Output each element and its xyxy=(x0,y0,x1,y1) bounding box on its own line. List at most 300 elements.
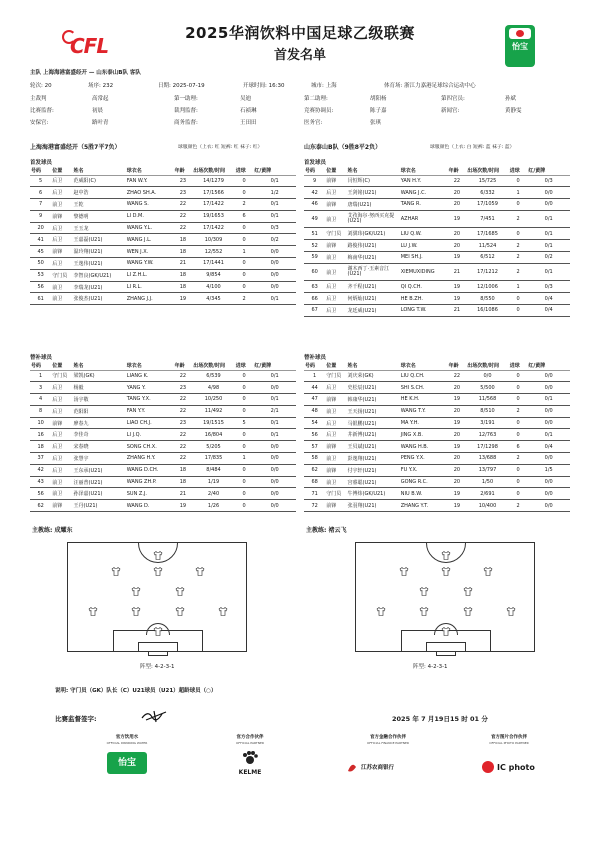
cell-g: 0 xyxy=(235,500,254,512)
cell-age: 22 xyxy=(174,370,193,382)
cell-age: 20 xyxy=(448,382,467,394)
column-header-g: 进球 xyxy=(235,362,254,370)
signature-label: 比赛监督签字: xyxy=(55,715,97,723)
goal-box xyxy=(138,642,178,652)
column-header-en: 球衣名 xyxy=(400,167,448,175)
cell-apps: 11/568 xyxy=(466,394,509,406)
cell-g: 0 xyxy=(235,394,254,406)
table-row xyxy=(304,464,570,476)
match-no-label: 场序: xyxy=(88,83,101,89)
cell-c: 0/0 xyxy=(253,500,296,512)
cell-age: 18 xyxy=(174,476,193,488)
cell-g: 0 xyxy=(235,222,254,234)
cell-no: 6 xyxy=(30,187,51,199)
cell-c: 0/0 xyxy=(527,500,570,512)
cell-age: 22 xyxy=(174,453,193,465)
cell-c: 0/1 xyxy=(253,429,296,441)
cell-c: 0/0 xyxy=(253,246,296,258)
cell-pos: 后卫 xyxy=(51,464,72,476)
cell-apps: 2/691 xyxy=(466,488,509,500)
cell-g: 2 xyxy=(509,263,528,281)
away-subs-table xyxy=(304,362,570,512)
date-label: 日期: xyxy=(158,83,171,89)
cell-no: 71 xyxy=(304,488,325,500)
cell-g: 2 xyxy=(509,252,528,264)
cell-no: 53 xyxy=(30,269,51,281)
cell-en: WANG T.Y. xyxy=(400,405,448,417)
cell-no: 45 xyxy=(30,246,51,258)
cell-en: MEI SH.J. xyxy=(400,252,448,264)
cell-name: 杨毅 xyxy=(73,382,126,394)
cell-en: HE K.H. xyxy=(400,394,448,406)
cell-apps: 6/332 xyxy=(466,187,509,199)
match-no: 232 xyxy=(102,83,114,89)
home-team-name: 上海海港富盛经开（5胜7平7负） xyxy=(30,144,121,151)
cell-name: 龙廷威(U21) xyxy=(347,305,400,317)
cell-apps: 5/205 xyxy=(192,441,235,453)
sponsor-3-sub: OFFICIAL FINANCE PARTNER xyxy=(366,741,410,745)
cell-age: 22 xyxy=(174,405,193,417)
cell-no: 1 xyxy=(30,370,51,382)
table-row xyxy=(30,500,296,512)
info-city xyxy=(311,83,337,90)
cell-name: 梅南华(U21) xyxy=(347,252,400,264)
cell-c: 1/5 xyxy=(527,464,570,476)
cell-en: LI J.Q. xyxy=(126,429,174,441)
cell-g: 1 xyxy=(509,187,528,199)
cell-en: WANG Y.W. xyxy=(126,258,174,270)
referee: 高常起 xyxy=(92,96,109,102)
cell-en: WANG D.CH. xyxy=(126,464,174,476)
player-shirt-icon xyxy=(111,567,121,576)
cell-en: JING X.B. xyxy=(400,429,448,441)
cell-age: 20 xyxy=(448,464,467,476)
cell-en: LI Z.H.L. xyxy=(126,269,174,281)
column-header-age: 年龄 xyxy=(448,362,467,370)
player-shirt-icon xyxy=(419,587,429,596)
cell-apps: 17/835 xyxy=(192,453,235,465)
table-row xyxy=(304,293,570,305)
column-header-name: 姓名 xyxy=(73,167,126,175)
cell-name: 王逸伟(U21) xyxy=(73,258,126,270)
player-shirt-icon xyxy=(399,567,409,576)
cell-apps: 4/345 xyxy=(192,293,235,305)
coordinator-label: 竞赛协调员: xyxy=(304,108,334,114)
cell-apps: 6/539 xyxy=(192,370,235,382)
cell-c: 0/0 xyxy=(253,382,296,394)
cell-no: 68 xyxy=(304,476,325,488)
player-shirt-icon xyxy=(175,607,185,616)
column-header-g: 进球 xyxy=(509,362,528,370)
cell-age: 21 xyxy=(448,263,467,281)
cell-c: 0/1 xyxy=(253,370,296,382)
cell-g: 0 xyxy=(509,175,528,187)
cell-c: 0/1 xyxy=(527,228,570,240)
table-row xyxy=(30,476,296,488)
away-formation: 阵型: 4-2-3-1 xyxy=(413,664,448,670)
player-shirt-icon xyxy=(441,567,451,576)
cell-c: 0/0 xyxy=(253,281,296,293)
cell-en: SONG CH.X. xyxy=(126,441,174,453)
sponsor-1-sub: OFFICIAL DRINKING WATER xyxy=(106,741,148,745)
cell-pos: 守门员 xyxy=(325,228,346,240)
cell-c: 0/1 xyxy=(253,417,296,429)
ar1-label: 第一助理: xyxy=(174,96,198,102)
cell-no: 50 xyxy=(30,258,51,270)
cell-name: 李瑞龙(U21) xyxy=(73,281,126,293)
cell-age: 20 xyxy=(448,228,467,240)
cell-no: 9 xyxy=(304,175,325,187)
cell-c: 0/1 xyxy=(527,210,570,228)
ar1: 吴迪 xyxy=(240,96,252,102)
table-row xyxy=(30,417,296,429)
table-row xyxy=(30,382,296,394)
cell-name: 闫恒辉(C) xyxy=(347,175,400,187)
cell-pos: 前卫 xyxy=(51,476,72,488)
fourth: 孙斌 xyxy=(505,96,517,102)
cell-en: WANG Y.L. xyxy=(126,222,174,234)
cell-c: 0/0 xyxy=(527,417,570,429)
cell-en: LIU Q.CH. xyxy=(400,370,448,382)
cell-c: 0/1 xyxy=(253,293,296,305)
sponsor-badge-dot xyxy=(516,30,524,37)
cell-pos: 后卫 xyxy=(325,305,346,317)
cell-apps: 16/804 xyxy=(192,429,235,441)
sponsor-4-sub: OFFICIAL PHOTO PARTNER xyxy=(489,741,529,745)
cell-no: 10 xyxy=(30,417,51,429)
cell-age: 20 xyxy=(448,405,467,417)
player-shirt-icon xyxy=(153,551,163,560)
sponsor-2-sub: OFFICIAL PARTNER xyxy=(236,741,264,745)
sponsor-4-logo xyxy=(482,760,542,774)
column-header-en: 球衣名 xyxy=(126,362,174,370)
cell-g: 0 xyxy=(509,199,528,211)
cell-en: PENG Y.X. xyxy=(400,453,448,465)
cell-apps: 1/19 xyxy=(192,476,235,488)
cell-no: 43 xyxy=(30,476,51,488)
cell-age: 19 xyxy=(448,252,467,264)
cell-en: WANG S. xyxy=(126,199,174,211)
table-row xyxy=(30,269,296,281)
away-coach-name: 褚云飞 xyxy=(328,527,347,534)
cell-g: 0 xyxy=(235,488,254,500)
table-row xyxy=(304,394,570,406)
cell-apps: 6/512 xyxy=(466,252,509,264)
cell-apps: 15/725 xyxy=(466,175,509,187)
table-row xyxy=(304,228,570,240)
press-label: 新闻官: xyxy=(441,108,460,114)
page-subtitle: 首发名单 xyxy=(273,48,326,63)
cell-age: 19 xyxy=(448,488,467,500)
cell-en: LONG T.W. xyxy=(400,305,448,317)
cell-age: 18 xyxy=(174,234,193,246)
city-label: 城市: xyxy=(311,83,324,89)
cell-en: WANG D. xyxy=(126,500,174,512)
home-coach-label: 主教练: xyxy=(32,527,53,534)
press: 黄静雯 xyxy=(505,108,522,114)
info-date xyxy=(158,83,205,90)
cell-apps: 1/50 xyxy=(466,476,509,488)
cell-age: 19 xyxy=(448,293,467,305)
coordinator: 陈子嘉 xyxy=(370,108,387,114)
table-row xyxy=(30,258,296,270)
cell-c: 2/1 xyxy=(253,405,296,417)
table-row xyxy=(304,476,570,488)
cell-apps: 12/763 xyxy=(466,429,509,441)
column-header-g: 进球 xyxy=(235,167,254,175)
cell-pos: 前锋 xyxy=(325,394,346,406)
cell-age: 20 xyxy=(448,429,467,441)
cell-name: 黎德明 xyxy=(73,210,126,222)
cell-c: 0/0 xyxy=(527,476,570,488)
cell-g: 0 xyxy=(235,405,254,417)
cell-en: AZHAR xyxy=(400,210,448,228)
stadium-label: 体育场: xyxy=(384,83,403,89)
cell-g: 0 xyxy=(509,305,528,317)
cell-pos: 后卫 xyxy=(51,405,72,417)
cell-pos: 守门员 xyxy=(51,269,72,281)
cell-pos: 后卫 xyxy=(51,234,72,246)
referee-label: 主裁判 xyxy=(30,96,47,102)
cell-c: 0/1 xyxy=(527,429,570,441)
cell-age: 20 xyxy=(448,240,467,252)
column-header-age: 年龄 xyxy=(448,167,467,175)
cell-pos: 前锋 xyxy=(51,417,72,429)
home-subs-table xyxy=(30,362,296,512)
commercial: 王田田 xyxy=(240,120,257,126)
column-header-en: 球衣名 xyxy=(126,167,174,175)
cell-g: 0 xyxy=(235,464,254,476)
info-match-no xyxy=(88,83,113,90)
home-coach-name: 成耀东 xyxy=(54,527,73,534)
cell-pos: 前锋 xyxy=(325,175,346,187)
cell-age: 19 xyxy=(448,210,467,228)
cell-name: 牛博炜(GK/U21) xyxy=(347,488,400,500)
signed-time: 2025 年 7 月19日15 时 01 分 xyxy=(392,715,488,723)
cell-pos: 后卫 xyxy=(51,258,72,270)
table-row xyxy=(304,263,570,281)
cell-apps: 3/191 xyxy=(466,417,509,429)
cell-apps: 12/1006 xyxy=(466,281,509,293)
column-header-name: 姓名 xyxy=(347,167,400,175)
home-starters-label: 首发球员 xyxy=(30,160,53,166)
cell-apps: 17/1059 xyxy=(466,199,509,211)
cell-age: 20 xyxy=(448,199,467,211)
cell-en: YANG Y. xyxy=(126,382,174,394)
table-row xyxy=(30,429,296,441)
teams-line xyxy=(30,70,141,77)
player-shirt-icon xyxy=(195,567,205,576)
cell-age: 22 xyxy=(174,441,193,453)
column-header-no: 号码 xyxy=(30,362,51,370)
cell-no: 47 xyxy=(304,394,325,406)
column-header-no: 号码 xyxy=(304,362,325,370)
cell-pos: 后卫 xyxy=(51,429,72,441)
cell-g: 0 xyxy=(235,476,254,488)
cell-no: 59 xyxy=(304,252,325,264)
cell-no: 72 xyxy=(304,500,325,512)
cell-c: 0/0 xyxy=(527,370,570,382)
cell-age: 19 xyxy=(448,417,467,429)
cell-apps: 10/309 xyxy=(192,234,235,246)
table-row xyxy=(304,453,570,465)
cell-name: 刘骐玮(GK/U21) xyxy=(347,228,400,240)
cell-age: 20 xyxy=(448,187,467,199)
cell-age: 19 xyxy=(448,281,467,293)
fourth-label: 第四官员: xyxy=(441,96,465,102)
cell-pos: 前卫 xyxy=(51,281,72,293)
league-logo: CFL xyxy=(70,34,109,58)
cell-apps: 13/688 xyxy=(466,453,509,465)
cell-apps: 17/1212 xyxy=(466,263,509,281)
cell-g: 0 xyxy=(235,429,254,441)
cell-c: 0/4 xyxy=(527,293,570,305)
away-starters-label: 首发球员 xyxy=(304,160,327,166)
cell-pos: 前卫 xyxy=(325,405,346,417)
cell-name: 付宇轩(U21) xyxy=(347,464,400,476)
table-row xyxy=(30,234,296,246)
cell-pos: 前锋 xyxy=(325,464,346,476)
cell-en: WANG J.L. xyxy=(126,234,174,246)
cell-name: 李佳奇 xyxy=(73,429,126,441)
table-row xyxy=(30,187,296,199)
cell-no: 1 xyxy=(304,370,325,382)
cell-no: 16 xyxy=(30,429,51,441)
teams: 上海海港富盛经开 — 山东泰山B队 客队 xyxy=(42,70,141,76)
round: 20 xyxy=(44,83,52,89)
cell-pos: 前卫 xyxy=(325,210,346,228)
cell-apps: 8/484 xyxy=(192,464,235,476)
ref-supervisor-label: 裁判监督: xyxy=(174,108,198,114)
cell-apps: 2/40 xyxy=(192,488,235,500)
cell-name: 井新博(U21) xyxy=(347,429,400,441)
cell-en: ZHAO SH.A. xyxy=(126,187,174,199)
table-header-row xyxy=(30,362,296,370)
table-row xyxy=(30,281,296,293)
cell-apps: 17/1422 xyxy=(192,199,235,211)
cell-g: 0 xyxy=(235,281,254,293)
home-kit: 球服颜色（上衣: 红 短裤: 红 袜子: 红） xyxy=(178,145,263,150)
column-header-pos: 位置 xyxy=(51,362,72,370)
table-row xyxy=(304,405,570,417)
cell-apps: 13/797 xyxy=(466,464,509,476)
cell-c: 1/2 xyxy=(253,187,296,199)
home-subs-label: 替补球员 xyxy=(30,355,53,361)
table-row xyxy=(30,210,296,222)
cell-name: 王玉龙 xyxy=(73,222,126,234)
cell-name: 唐瑞(U21) xyxy=(347,199,400,211)
cell-name: 何炳灿(U21) xyxy=(347,293,400,305)
cell-no: 63 xyxy=(304,281,325,293)
player-shirt-icon xyxy=(376,607,386,616)
column-header-pos: 位置 xyxy=(325,362,346,370)
cell-c: 0/0 xyxy=(527,405,570,417)
cell-age: 21 xyxy=(448,305,467,317)
table-row xyxy=(304,175,570,187)
cell-pos: 前卫 xyxy=(325,453,346,465)
cell-name: 王嘉磊(U21) xyxy=(73,234,126,246)
cell-en: WANG H.B. xyxy=(400,441,448,453)
table-row xyxy=(30,488,296,500)
cell-en: YAN H.Y. xyxy=(400,175,448,187)
table-row xyxy=(304,382,570,394)
table-row xyxy=(30,199,296,211)
cell-age: 19 xyxy=(448,500,467,512)
cell-no: 37 xyxy=(30,453,51,465)
player-shirt-icon xyxy=(218,607,228,616)
cell-no: 56 xyxy=(304,429,325,441)
player-shirt-icon xyxy=(463,587,473,596)
column-header-no: 号码 xyxy=(30,167,51,175)
sponsor-2-logo-text: KELME xyxy=(238,769,262,776)
table-row xyxy=(30,293,296,305)
cell-en: XIEMUXIDING xyxy=(400,263,448,281)
cell-c: 0/0 xyxy=(253,441,296,453)
table-row xyxy=(30,222,296,234)
table-row xyxy=(304,252,570,264)
table-row xyxy=(304,417,570,429)
cell-g: 0 xyxy=(509,464,528,476)
info-round xyxy=(30,83,52,90)
security-label: 安保官: xyxy=(30,120,49,126)
cell-name: 梁凯(GK) xyxy=(73,370,126,382)
cell-c: 0/0 xyxy=(253,476,296,488)
commercial-label: 商务监督: xyxy=(174,120,198,126)
ar2: 胡阳杨 xyxy=(370,96,387,102)
cell-no: 66 xyxy=(304,293,325,305)
cell-age: 18 xyxy=(174,281,193,293)
cell-apps: 8/550 xyxy=(466,293,509,305)
cell-g: 1 xyxy=(235,246,254,258)
cell-pos: 后卫 xyxy=(325,281,346,293)
cell-apps: 7/451 xyxy=(466,210,509,228)
sponsor-4-label: 官方图片合作伙伴 xyxy=(491,735,527,740)
cell-name: 王贝斌(U21) xyxy=(347,441,400,453)
cell-age: 23 xyxy=(174,175,193,187)
table-row xyxy=(304,441,570,453)
cell-age: 22 xyxy=(174,394,193,406)
column-header-c: 红/黄牌 xyxy=(253,362,296,370)
sponsor-3-label: 官方金融合作伙伴 xyxy=(370,735,406,740)
cell-apps: 11/492 xyxy=(192,405,235,417)
cell-name: 汤宇敬 xyxy=(73,394,126,406)
cell-no: 62 xyxy=(30,500,51,512)
player-shirt-icon xyxy=(483,567,493,576)
cell-no: 56 xyxy=(30,281,51,293)
cell-apps: 17/1685 xyxy=(466,228,509,240)
cell-age: 21 xyxy=(174,488,193,500)
cell-c: 0/4 xyxy=(527,305,570,317)
date: 2025-07-19 xyxy=(172,83,205,89)
cell-pos: 前锋 xyxy=(325,199,346,211)
cell-name: 张俊杰(U21) xyxy=(73,293,126,305)
cell-g: 0 xyxy=(235,175,254,187)
away-team-name: 山东泰山B队（9胜8平2负） xyxy=(304,144,382,151)
cell-apps: 5/500 xyxy=(466,382,509,394)
sponsor-3-logo-text: 江苏农商银行 xyxy=(361,765,395,771)
cell-c: 0/0 xyxy=(253,464,296,476)
cell-pos: 前锋 xyxy=(51,246,72,258)
cell-apps: 11/524 xyxy=(466,240,509,252)
cell-no: 7 xyxy=(30,199,51,211)
cell-c: 0/3 xyxy=(527,281,570,293)
cell-apps: 1/26 xyxy=(192,500,235,512)
kickoff-label: 开球时间: xyxy=(243,83,267,89)
cell-g: 2 xyxy=(509,405,528,417)
cell-name: 汪丽普(U21) xyxy=(73,476,126,488)
column-header-en: 球衣名 xyxy=(400,362,448,370)
cell-pos: 后卫 xyxy=(51,394,72,406)
